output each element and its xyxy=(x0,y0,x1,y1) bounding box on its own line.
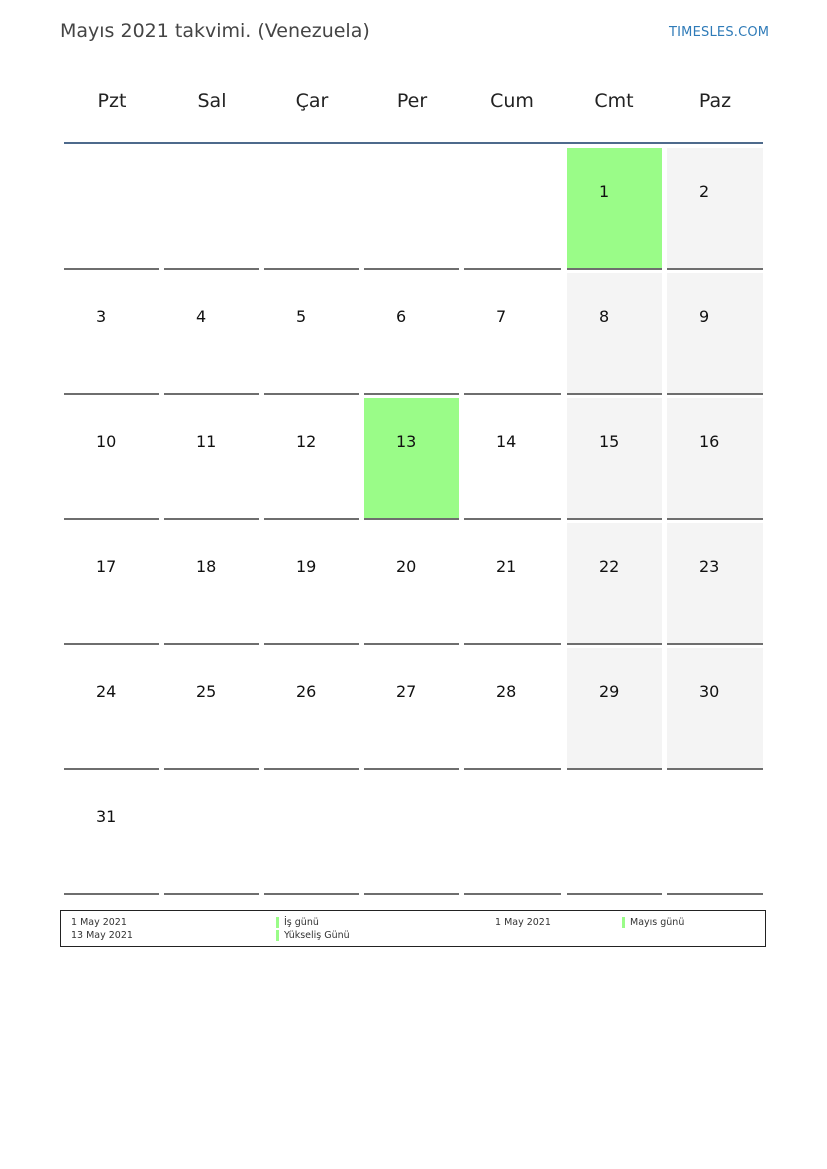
day-cell-6[interactable] xyxy=(364,273,459,395)
day-number: 11 xyxy=(196,432,217,451)
day-number: 1 xyxy=(599,182,610,201)
empty-day-cell xyxy=(164,148,259,270)
day-number: 12 xyxy=(296,432,317,451)
empty-day-cell xyxy=(364,148,459,270)
legend-holiday-name: Mayıs günü xyxy=(630,917,685,928)
day-number: 30 xyxy=(699,682,720,701)
day-number: 25 xyxy=(196,682,217,701)
day-cell-8[interactable] xyxy=(567,273,662,395)
day-cell-28[interactable] xyxy=(464,648,561,770)
legend-date: 1 May 2021 xyxy=(495,917,551,928)
empty-day-cell xyxy=(64,148,159,270)
day-number: 5 xyxy=(296,307,307,326)
empty-day-cell xyxy=(364,773,459,895)
weekday-label: Per xyxy=(396,90,428,112)
legend-date: 13 May 2021 xyxy=(71,930,133,941)
day-cell-13[interactable] xyxy=(364,398,459,520)
day-cell-19[interactable] xyxy=(264,523,359,645)
day-number: 2 xyxy=(699,182,710,201)
day-number: 26 xyxy=(296,682,317,701)
weekday-label: Cmt xyxy=(594,90,634,112)
holiday-color-swatch xyxy=(276,917,279,928)
holiday-color-swatch xyxy=(622,917,625,928)
empty-day-cell xyxy=(464,773,561,895)
day-cell-14[interactable] xyxy=(464,398,561,520)
day-cell-10[interactable] xyxy=(64,398,159,520)
day-number: 8 xyxy=(599,307,610,326)
day-number: 10 xyxy=(96,432,117,451)
day-number: 9 xyxy=(699,307,710,326)
day-number: 20 xyxy=(396,557,417,576)
empty-day-cell xyxy=(464,148,561,270)
day-number: 17 xyxy=(96,557,117,576)
day-cell-15[interactable] xyxy=(567,398,662,520)
empty-day-cell xyxy=(264,148,359,270)
day-cell-11[interactable] xyxy=(164,398,259,520)
day-cell-21[interactable] xyxy=(464,523,561,645)
day-cell-24[interactable] xyxy=(64,648,159,770)
day-cell-29[interactable] xyxy=(567,648,662,770)
day-number: 3 xyxy=(96,307,107,326)
weekday-label: Pzt xyxy=(97,90,127,112)
day-number: 22 xyxy=(599,557,620,576)
day-number: 4 xyxy=(196,307,207,326)
empty-day-cell xyxy=(264,773,359,895)
day-number: 29 xyxy=(599,682,620,701)
day-number: 19 xyxy=(296,557,317,576)
holiday-legend xyxy=(60,910,766,947)
day-number: 16 xyxy=(699,432,720,451)
day-number: 21 xyxy=(496,557,517,576)
day-cell-3[interactable] xyxy=(64,273,159,395)
weekday-label: Sal xyxy=(197,90,227,112)
day-cell-7[interactable] xyxy=(464,273,561,395)
day-cell-25[interactable] xyxy=(164,648,259,770)
day-number: 31 xyxy=(96,807,117,826)
weekday-label: Cum xyxy=(490,90,534,112)
day-number: 27 xyxy=(396,682,417,701)
day-number: 13 xyxy=(396,432,417,451)
weekday-label: Paz xyxy=(698,90,732,112)
day-cell-1[interactable] xyxy=(567,148,662,270)
day-number: 15 xyxy=(599,432,620,451)
legend-date: 1 May 2021 xyxy=(71,917,127,928)
day-cell-20[interactable] xyxy=(364,523,459,645)
day-cell-30[interactable] xyxy=(667,648,763,770)
day-cell-16[interactable] xyxy=(667,398,763,520)
page-title: Mayıs 2021 takvimi. (Venezuela) xyxy=(60,20,370,42)
day-number: 14 xyxy=(496,432,517,451)
brand-link[interactable]: TIMESLES.COM xyxy=(669,25,770,40)
day-cell-2[interactable] xyxy=(667,148,763,270)
day-number: 18 xyxy=(196,557,217,576)
day-cell-5[interactable] xyxy=(264,273,359,395)
legend-holiday-name: İş günü xyxy=(284,917,319,928)
day-cell-27[interactable] xyxy=(364,648,459,770)
day-cell-18[interactable] xyxy=(164,523,259,645)
day-number: 6 xyxy=(396,307,407,326)
day-cell-22[interactable] xyxy=(567,523,662,645)
day-cell-17[interactable] xyxy=(64,523,159,645)
legend-holiday-name: Yükseliş Günü xyxy=(284,930,350,941)
day-cell-31[interactable] xyxy=(64,773,159,895)
day-cell-23[interactable] xyxy=(667,523,763,645)
header-divider xyxy=(64,142,763,144)
day-number: 23 xyxy=(699,557,720,576)
holiday-color-swatch xyxy=(276,930,279,941)
weekday-header xyxy=(64,90,763,120)
weekday-label: Çar xyxy=(295,90,329,112)
empty-day-cell xyxy=(567,773,662,895)
empty-day-cell xyxy=(164,773,259,895)
day-number: 24 xyxy=(96,682,117,701)
day-number: 7 xyxy=(496,307,507,326)
empty-day-cell xyxy=(667,773,763,895)
day-cell-9[interactable] xyxy=(667,273,763,395)
day-cell-12[interactable] xyxy=(264,398,359,520)
day-cell-26[interactable] xyxy=(264,648,359,770)
day-number: 28 xyxy=(496,682,517,701)
day-cell-4[interactable] xyxy=(164,273,259,395)
